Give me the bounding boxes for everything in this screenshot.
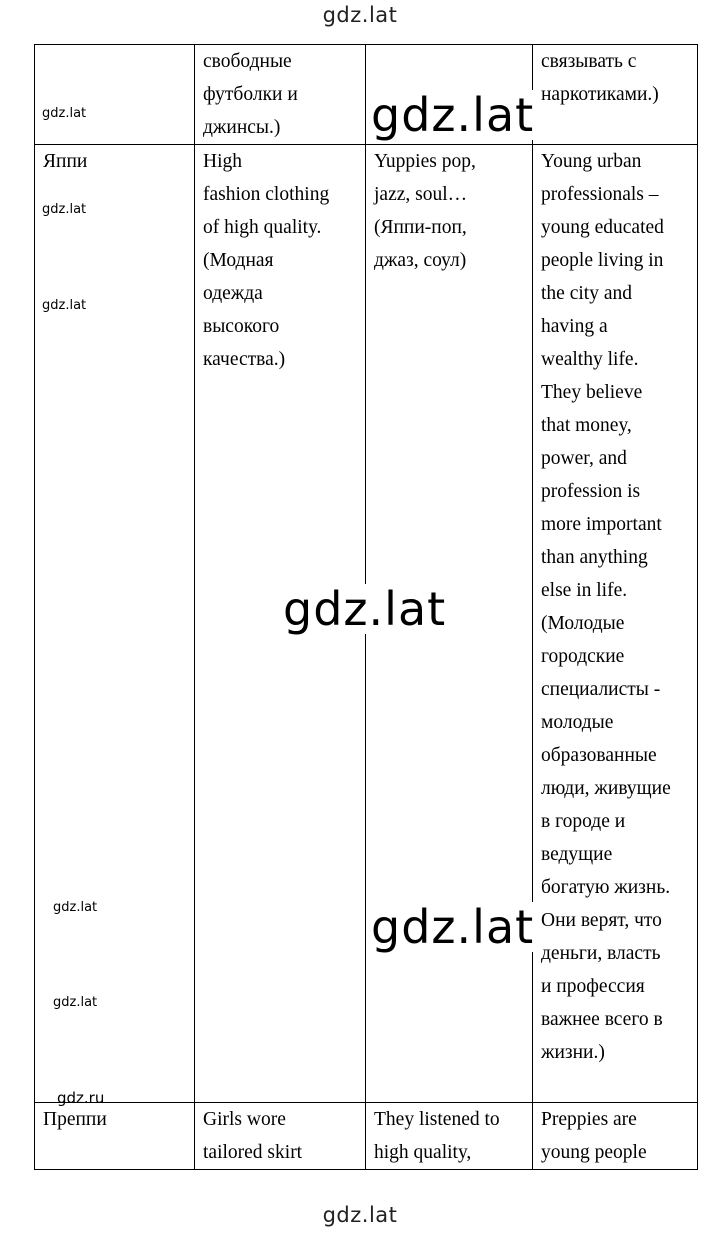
cell-text-line: ведущие	[541, 844, 613, 865]
cell-text-line: в городе и	[541, 811, 626, 832]
cell-text-line: professionals –	[541, 184, 659, 205]
watermark-small: gdz.lat	[42, 202, 87, 217]
cell-text-line: наркотиками.)	[541, 84, 659, 105]
cell-text-line: важнее всего в	[541, 1009, 663, 1030]
table-row-continuation	[35, 45, 698, 145]
cell-text-line: люди, живущие	[541, 778, 671, 799]
cell-text-line: more important	[541, 514, 662, 535]
cell-text-line: of high quality.	[203, 217, 322, 238]
cell-description	[533, 145, 698, 1103]
cell-text-line: специалисты -	[541, 679, 661, 700]
cell-text-line: having a	[541, 316, 608, 337]
cell-text-line: young educated	[541, 217, 664, 238]
cell-text-line: жизни.)	[541, 1042, 605, 1063]
watermark-small: gdz.lat	[53, 995, 98, 1010]
cell-text-line: tailored skirt	[203, 1142, 303, 1163]
watermark-large: gdz.lat	[283, 582, 447, 636]
cell-text-line: than anything	[541, 547, 648, 568]
cell-text-line: джинсы.)	[203, 117, 281, 138]
cell-text-line: that money,	[541, 415, 632, 436]
cell-text-line: качества.)	[203, 349, 286, 370]
watermark-bottom: gdz.lat	[322, 1203, 398, 1227]
cell-text-line: Preppies are	[541, 1109, 637, 1130]
cell-text-line: Yuppies pop,	[374, 151, 476, 172]
cell-text-line: young people	[541, 1142, 647, 1163]
cell-text-line: fashion clothing	[203, 184, 330, 205]
cell-text-line: jazz, soul…	[374, 184, 468, 205]
cell-text-line: the city and	[541, 283, 632, 304]
cell-description	[533, 1103, 698, 1170]
cell-text-line: деньги, власть	[541, 943, 661, 964]
cell-music	[366, 1103, 533, 1170]
cell-text-line: высокого	[203, 316, 280, 337]
cell-text-line: связывать с	[541, 51, 637, 72]
cell-text-line: Girls wore	[203, 1109, 286, 1130]
watermark-large: gdz.lat	[371, 88, 535, 142]
cell-text-line: и профессия	[541, 976, 645, 997]
cell-clothing	[195, 45, 366, 145]
cell-text-line: богатую жизнь.	[541, 877, 671, 898]
cell-text-line: wealthy life.	[541, 349, 639, 370]
cell-text-line: Преппи	[43, 1109, 107, 1130]
cell-text-line: (Молодые	[541, 613, 625, 634]
watermark-large: gdz.lat	[371, 900, 535, 954]
cell-text-line: джаз, соул)	[374, 250, 467, 271]
cell-text-line: (Яппи-поп,	[374, 217, 467, 238]
cell-text-line: They listened to	[374, 1109, 500, 1130]
cell-text-line: одежда	[203, 283, 263, 304]
cell-text-line: Они верят, что	[541, 910, 662, 931]
cell-name	[35, 145, 195, 1103]
cell-text-line: high quality,	[374, 1142, 472, 1163]
watermark-top: gdz.lat	[322, 3, 398, 27]
cell-text-line: profession is	[541, 481, 641, 502]
cell-text-line: High	[203, 151, 242, 172]
cell-text-line: (Модная	[203, 250, 274, 271]
cell-text-line: образованные	[541, 745, 657, 766]
cell-text-line: else in life.	[541, 580, 628, 601]
watermark-ru: gdz.ru	[57, 1089, 105, 1107]
cell-name	[35, 1103, 195, 1170]
cell-clothing	[195, 1103, 366, 1170]
cell-text-line: Яппи	[43, 151, 88, 172]
cell-text-line: people living in	[541, 250, 664, 271]
watermark-small: gdz.lat	[42, 298, 87, 313]
cell-text-line: power, and	[541, 448, 627, 469]
cell-text-line: свободные	[203, 51, 292, 72]
watermark-small: gdz.lat	[42, 106, 87, 121]
cell-name	[35, 45, 195, 145]
cell-description	[533, 45, 698, 145]
cell-text-line: футболки и	[203, 84, 298, 105]
table-row-preppi	[35, 1103, 698, 1170]
cell-text-line: молодые	[541, 712, 614, 733]
cell-text-line: городские	[541, 646, 625, 667]
cell-text-line: They believe	[541, 382, 643, 403]
watermark-small: gdz.lat	[53, 900, 98, 915]
cell-text-line: Young urban	[541, 151, 642, 172]
